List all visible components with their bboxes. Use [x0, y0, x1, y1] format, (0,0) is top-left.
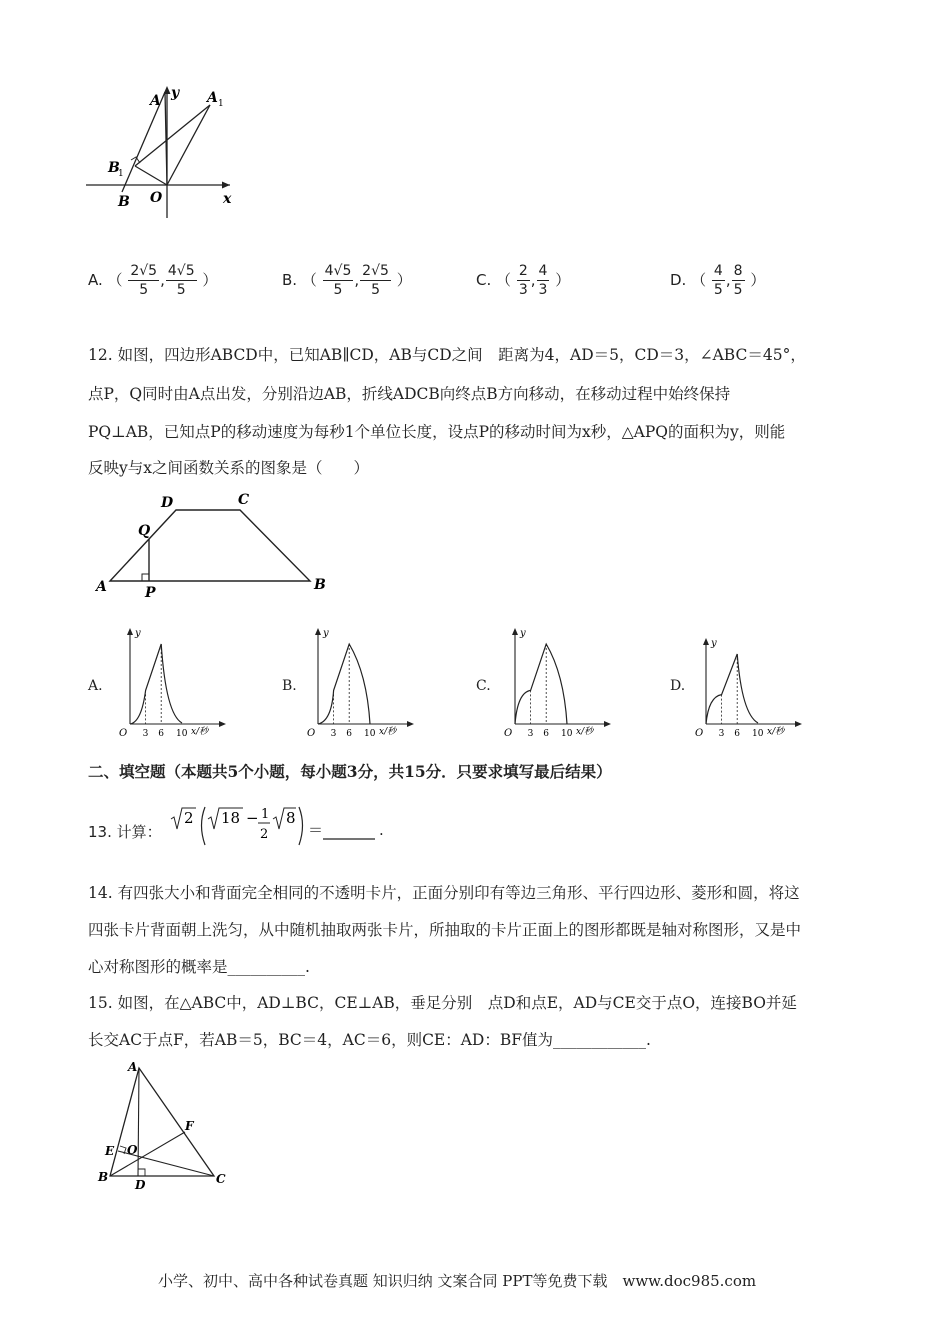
- svg-text:＝: ＝: [308, 821, 324, 839]
- q12-option-a-graph[interactable]: [118, 624, 233, 746]
- comma: ,: [160, 271, 165, 289]
- y-axis-label: y: [520, 628, 526, 639]
- option-letter: C.: [476, 271, 492, 289]
- comma: ,: [354, 271, 360, 289]
- tick-6: 6: [734, 729, 740, 739]
- origin-label: O: [695, 728, 704, 739]
- fraction: $\frac{4}{5}$: [713, 263, 723, 298]
- origin-label: O: [307, 728, 316, 739]
- x-axis-label: x/秒: [576, 727, 594, 737]
- tick-3: 3: [718, 729, 725, 739]
- fraction: $\frac{4√5}{5}$: [167, 263, 195, 298]
- tick-10: 10: [561, 729, 573, 739]
- fraction: $\frac{2√5}{5}$: [130, 263, 158, 298]
- fraction: $\frac{4√5}{5}$: [324, 263, 352, 298]
- q12-option-a-label: A.: [88, 678, 103, 694]
- q11-option-c[interactable]: [476, 262, 570, 299]
- label-O: O: [150, 190, 163, 206]
- q12-line-4: 反映y与x之间函数关系的图象是（ ）: [88, 459, 369, 477]
- q12-trapezoid-figure: [88, 485, 338, 605]
- q11-figure: [80, 80, 250, 225]
- label-y: y: [171, 85, 180, 101]
- svg-text:2: 2: [260, 827, 269, 842]
- label-F: F: [185, 1119, 194, 1133]
- footer-text: 小学、初中、高中各种试卷真题 知识归纳 文案合同 PPT等免费下载 www.doc985.com: [158, 1272, 757, 1290]
- x-axis-label: x/秒: [767, 727, 785, 737]
- label-B1: B: [108, 160, 120, 176]
- label-O: O: [127, 1143, 138, 1157]
- x-axis-label: x/秒: [191, 727, 209, 737]
- fraction: $\frac{2}{3}$: [518, 263, 528, 298]
- label-B: B: [118, 194, 130, 210]
- label-B1-sub: 1: [118, 169, 124, 179]
- option-letter: D.: [670, 271, 687, 289]
- q11-option-b[interactable]: [282, 262, 412, 299]
- tick-6: 6: [346, 729, 352, 739]
- tick-6: 6: [158, 729, 164, 739]
- paren-open: （: [691, 271, 707, 289]
- comma: ,: [530, 271, 536, 289]
- tick-10: 10: [364, 729, 376, 739]
- q13-expression: [170, 805, 380, 849]
- graph-curve: [318, 644, 370, 724]
- q12-option-b-graph[interactable]: [306, 624, 421, 746]
- tick-3: 3: [330, 729, 337, 739]
- q12-option-d-graph[interactable]: [694, 634, 809, 746]
- label-D: D: [135, 1178, 146, 1192]
- label-A1-sub: 1: [218, 99, 224, 109]
- paren-open: （: [496, 271, 512, 289]
- q12-option-c-graph[interactable]: [503, 624, 618, 746]
- q12-line-3: PQ⊥AB，已知点P的移动速度为每秒1个单位长度，设点P的移动时间为x秒，△APQ的面积为y，则能: [88, 423, 786, 441]
- graph-curve: [130, 644, 182, 724]
- label-C: C: [216, 1172, 226, 1186]
- tick-3: 3: [527, 729, 534, 739]
- svg-text:2: 2: [184, 809, 194, 827]
- option-letter: B.: [282, 271, 298, 289]
- y-axis-label: y: [135, 628, 141, 639]
- label-A: A: [128, 1060, 138, 1074]
- paren-close: ）: [396, 271, 412, 289]
- paren-close: ）: [555, 271, 571, 289]
- label-A: A: [150, 93, 161, 109]
- tick-6: 6: [543, 729, 549, 739]
- q15-line-2: 长交AC于点F，若AB＝5，BC＝4，AC＝6，则CE：AD：BF值为____________.: [88, 1031, 651, 1049]
- graph-curve: [706, 654, 758, 724]
- tick-3: 3: [142, 729, 149, 739]
- y-axis-label: y: [711, 638, 717, 649]
- graph-curve: [515, 644, 567, 724]
- label-Q: Q: [138, 523, 151, 539]
- q12-option-b-label: B.: [282, 678, 297, 694]
- q12-line-1: 12. 如图，四边形ABCD中，已知AB∥CD，AB与CD之间 距离为4，AD＝5，CD＝3，∠ABC＝45°，: [88, 346, 806, 364]
- q15-triangle-figure: [94, 1060, 244, 1195]
- q12-option-d-label: D.: [670, 678, 686, 694]
- paren-open: （: [301, 271, 317, 289]
- y-axis-label: y: [323, 628, 329, 639]
- origin-label: O: [119, 728, 128, 739]
- label-E: E: [105, 1144, 115, 1158]
- q13-end: .: [379, 821, 384, 839]
- fraction: $\frac{4}{3}$: [538, 263, 548, 298]
- label-A: A: [96, 579, 107, 595]
- tick-10: 10: [176, 729, 188, 739]
- x-axis-label: x/秒: [379, 727, 397, 737]
- paren-open: （: [107, 271, 123, 289]
- label-D: D: [161, 495, 174, 511]
- q13-prefix: 13. 计算：: [88, 823, 162, 841]
- paren-close: ）: [202, 271, 218, 289]
- svg-text:1: 1: [261, 807, 270, 822]
- label-A1: A: [207, 90, 218, 106]
- origin-label: O: [504, 728, 513, 739]
- paren-close: ）: [750, 271, 766, 289]
- label-P: P: [145, 585, 156, 601]
- q15-line-1: 15. 如图，在△ABC中，AD⊥BC，CE⊥AB，垂足分别 点D和点E，AD与CE交于点O，连接BO并延: [88, 994, 797, 1012]
- tick-10: 10: [752, 729, 764, 739]
- q14-line-3: 心对称图形的概率是__________.: [88, 958, 310, 976]
- svg-text:18: 18: [221, 809, 241, 827]
- comma: ,: [725, 271, 731, 289]
- fraction: $\frac{2√5}{5}$: [362, 263, 389, 298]
- svg-text:8: 8: [286, 809, 296, 827]
- label-C: C: [238, 492, 250, 508]
- label-B: B: [98, 1170, 109, 1184]
- fraction: $\frac{8}{5}$: [733, 263, 743, 298]
- label-x: x: [223, 191, 232, 207]
- q11-option-d[interactable]: [670, 262, 765, 299]
- section-2-title: 二、填空题（本题共5个小题，每小题3分，共15分．只要求填写最后结果）: [88, 762, 612, 781]
- q11-option-a[interactable]: [88, 262, 217, 299]
- q14-line-1: 14. 有四张大小和背面完全相同的不透明卡片，正面分别印有等边三角形、平行四边形、菱形和圆，将这: [88, 884, 800, 902]
- option-letter: A.: [88, 271, 103, 289]
- svg-text:−: −: [246, 809, 259, 827]
- q14-line-2: 四张卡片背面朝上洗匀，从中随机抽取两张卡片，所抽取的卡片正面上的图形都既是轴对称图形，又是中: [88, 921, 802, 939]
- q12-option-c-label: C.: [476, 678, 491, 694]
- q12-line-2: 点P，Q同时由A点出发，分别沿边AB，折线ADCB向终点B方向移动，在移动过程中始终保持: [88, 385, 731, 403]
- label-B: B: [314, 577, 326, 593]
